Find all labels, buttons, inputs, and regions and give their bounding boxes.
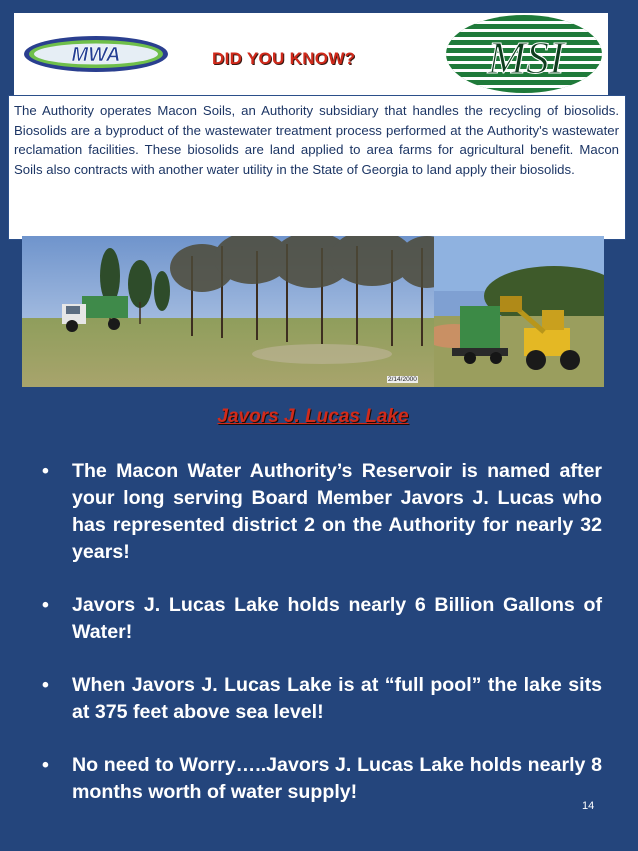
info-paragraph: The Authority operates Macon Soils, an Authority subsidiary that handles the recycling of biosolids. Biosolids are a byproduct of the wastewater treatment process performed at the Authority's wastewater reclamation facilities. These biosolids are land applied to area farms for agricultural benefit. Macon Soils also contracts with another water utility in the State of Georgia to land apply their biosolids. [14, 103, 619, 177]
list-item-text: No need to Worry…..Javors J. Lucas Lake holds nearly 8 months worth of water supply! [72, 754, 602, 803]
list-item-text: When Javors J. Lucas Lake is at “full pool” the lake sits at 375 feet above sea level! [72, 674, 602, 723]
bullet-icon: • [42, 674, 49, 696]
section-heading [0, 406, 638, 428]
list-item [40, 458, 602, 566]
list-item-text: The Macon Water Authority’s Reservoir is named after your long serving Board Member Javors J. Lucas who has represented district 2 on the Authority for nearly 32 years! [72, 460, 602, 563]
header-title-area [180, 13, 440, 95]
list-item [40, 672, 602, 726]
list-item [40, 592, 602, 646]
page-number: 14 [582, 800, 595, 812]
orchard-photo-graphic [22, 236, 434, 387]
section-title: Javors J. Lucas Lake [217, 406, 409, 427]
facts-list [40, 458, 602, 832]
loader-photo-graphic [434, 236, 604, 387]
msi-logo-graphic [440, 13, 608, 95]
list-item [40, 752, 602, 806]
list-item-text: Javors J. Lucas Lake holds nearly 6 Billion Gallons of Water! [72, 594, 602, 643]
loader-photo [434, 236, 604, 387]
biosolids-application-photo [22, 236, 434, 387]
bullet-icon: • [42, 594, 49, 616]
mwa-logo-graphic [14, 13, 180, 95]
mwa-logo [14, 13, 180, 95]
bullet-icon: • [42, 754, 49, 776]
svg-text:MSI: MSI [487, 32, 565, 83]
msi-logo [440, 13, 608, 95]
info-text-box [8, 95, 626, 240]
page-title: DID YOU KNOW? [212, 49, 356, 68]
svg-text:MWA: MWA [71, 44, 121, 66]
bullet-icon: • [42, 460, 49, 482]
photo-date-stamp: 2/14/2000 [388, 376, 417, 383]
